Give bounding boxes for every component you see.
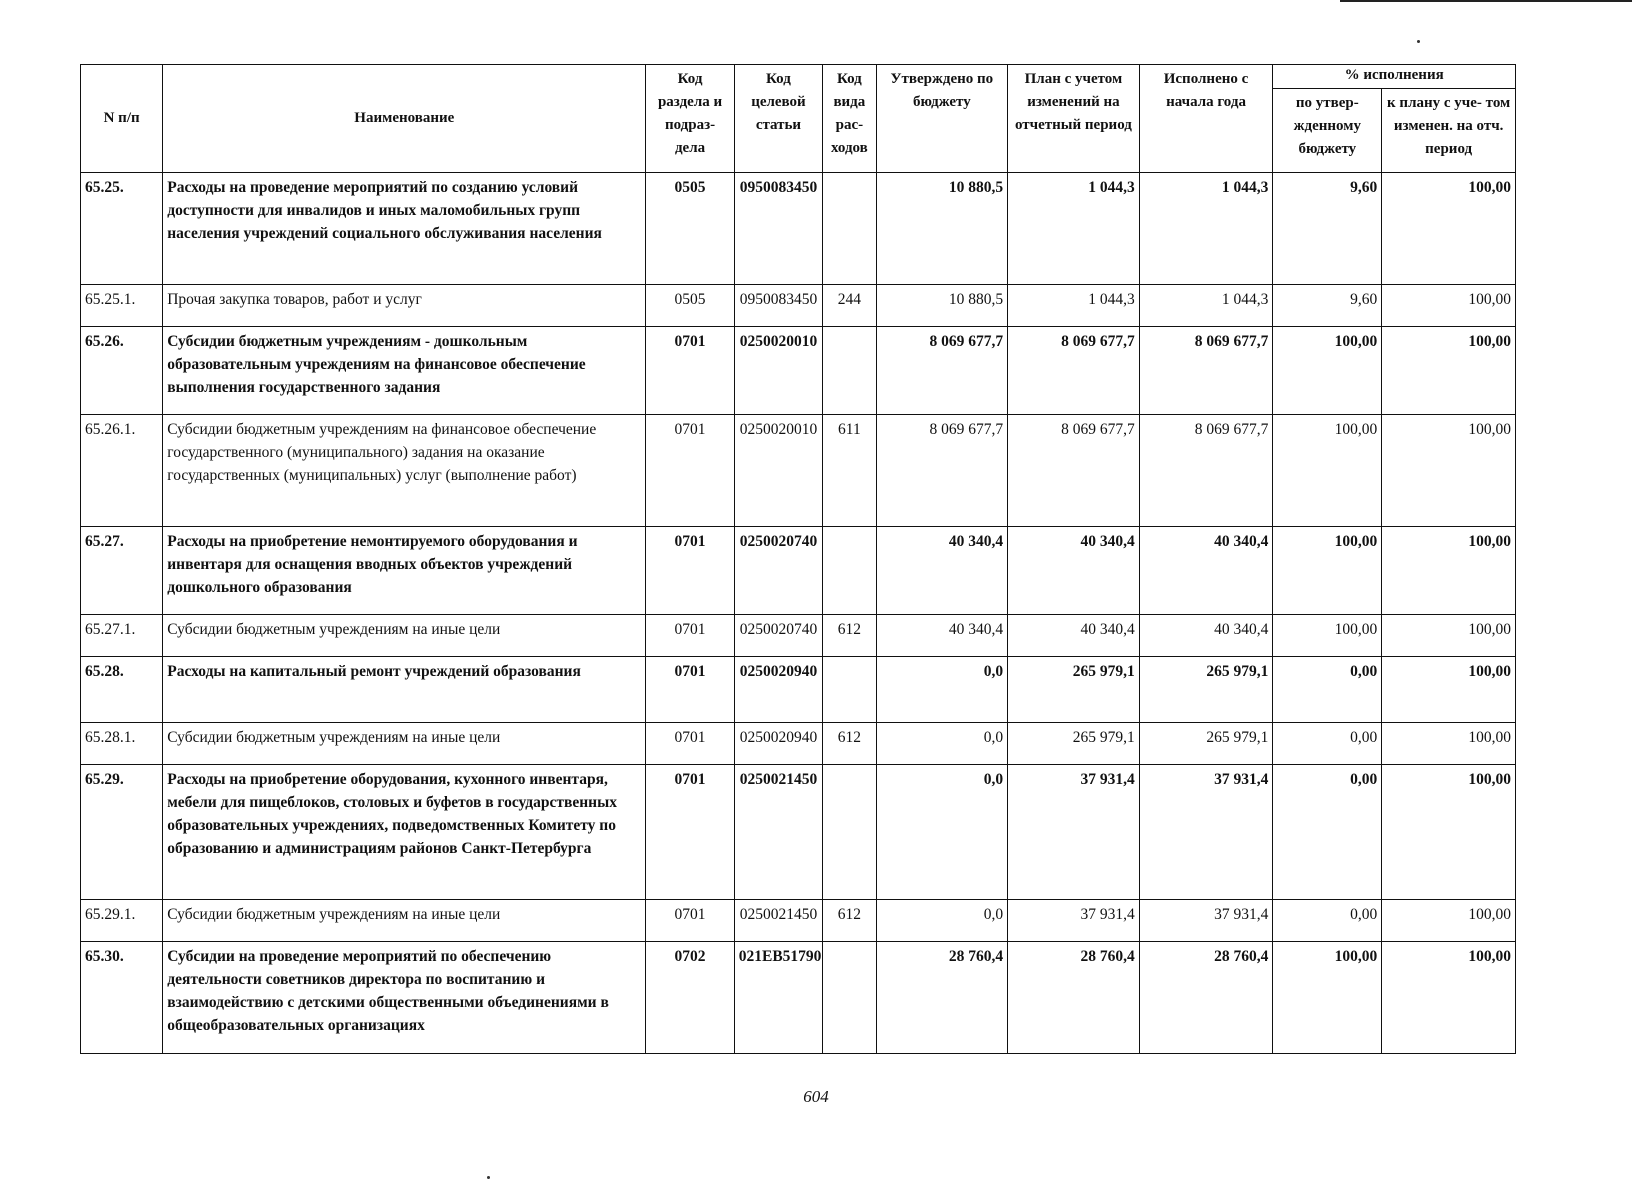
row-approved: 28 760,4 — [876, 942, 1008, 1054]
scan-speck — [487, 1176, 490, 1179]
row-name: Расходы на приобретение немонтируемого оборудования и инвентаря для оснащения вводных объектов учреждений дошкольного образования — [163, 527, 646, 615]
row-name: Субсидии бюджетным учреждениям на иные цели — [163, 723, 646, 765]
row-executed: 1 044,3 — [1139, 173, 1273, 285]
row-pct-plan: 100,00 — [1382, 415, 1516, 527]
table-row — [81, 657, 1516, 723]
header-plan: План с учетом изменений на отчетный период — [1008, 65, 1140, 173]
row-name: Субсидии на проведение мероприятий по обеспечению деятельности советников директора по воспитанию и взаимодействию с детскими общественными объединениями в общеобразовательных организациях — [163, 942, 646, 1054]
row-pct-budget: 0,00 — [1273, 900, 1382, 942]
row-name: Прочая закупка товаров, работ и услуг — [163, 285, 646, 327]
table-row — [81, 527, 1516, 615]
table-row — [81, 900, 1516, 942]
row-executed: 28 760,4 — [1139, 942, 1273, 1054]
table-row — [81, 723, 1516, 765]
row-section-code: 0701 — [646, 657, 734, 723]
row-plan: 37 931,4 — [1008, 900, 1140, 942]
row-number: 65.26.1. — [81, 415, 163, 527]
row-number: 65.27. — [81, 527, 163, 615]
header-num: N п/п — [81, 65, 163, 173]
row-pct-plan: 100,00 — [1382, 900, 1516, 942]
row-executed: 40 340,4 — [1139, 615, 1273, 657]
row-target-code: 0250021450 — [734, 900, 822, 942]
row-section-code: 0702 — [646, 942, 734, 1054]
row-plan: 40 340,4 — [1008, 527, 1140, 615]
row-approved: 40 340,4 — [876, 615, 1008, 657]
row-plan: 265 979,1 — [1008, 657, 1140, 723]
table-row — [81, 765, 1516, 900]
row-pct-budget: 100,00 — [1273, 415, 1382, 527]
scan-speck — [1417, 40, 1420, 43]
row-executed: 265 979,1 — [1139, 657, 1273, 723]
row-executed: 40 340,4 — [1139, 527, 1273, 615]
row-pct-plan: 100,00 — [1382, 527, 1516, 615]
row-name: Расходы на приобретение оборудования, кухонного инвентаря, мебели для пищеблоков, столовых и буфетов в государственных образовательных учреждениях, подведомственных Комитету по образованию и администрациям районов Санкт-Петербурга — [163, 765, 646, 900]
row-pct-plan: 100,00 — [1382, 765, 1516, 900]
row-number: 65.28.1. — [81, 723, 163, 765]
row-expense-code: 611 — [823, 415, 876, 527]
row-number: 65.27.1. — [81, 615, 163, 657]
row-executed: 265 979,1 — [1139, 723, 1273, 765]
row-approved: 0,0 — [876, 657, 1008, 723]
row-approved: 0,0 — [876, 723, 1008, 765]
row-pct-budget: 9,60 — [1273, 173, 1382, 285]
row-target-code: 0250020010 — [734, 327, 822, 415]
header-expense-code: Код вида рас- ходов — [823, 65, 876, 173]
row-approved: 10 880,5 — [876, 285, 1008, 327]
row-target-code: 0950083450 — [734, 285, 822, 327]
row-pct-plan: 100,00 — [1382, 657, 1516, 723]
row-pct-budget: 100,00 — [1273, 527, 1382, 615]
row-plan: 1 044,3 — [1008, 285, 1140, 327]
row-plan: 8 069 677,7 — [1008, 327, 1140, 415]
table-row — [81, 173, 1516, 285]
row-plan: 8 069 677,7 — [1008, 415, 1140, 527]
row-pct-plan: 100,00 — [1382, 327, 1516, 415]
row-name: Субсидии бюджетным учреждениям на иные цели — [163, 900, 646, 942]
row-section-code: 0505 — [646, 285, 734, 327]
row-target-code: 0250020940 — [734, 657, 822, 723]
table-row — [81, 942, 1516, 1054]
row-pct-budget: 0,00 — [1273, 723, 1382, 765]
row-pct-budget: 0,00 — [1273, 657, 1382, 723]
row-plan: 265 979,1 — [1008, 723, 1140, 765]
row-number: 65.29.1. — [81, 900, 163, 942]
row-number: 65.25. — [81, 173, 163, 285]
row-number: 65.29. — [81, 765, 163, 900]
header-pct-group: % исполнения — [1273, 65, 1516, 89]
row-executed: 37 931,4 — [1139, 765, 1273, 900]
row-number: 65.28. — [81, 657, 163, 723]
row-target-code: 0950083450 — [734, 173, 822, 285]
row-expense-code — [823, 765, 876, 900]
row-section-code: 0701 — [646, 900, 734, 942]
row-approved: 0,0 — [876, 900, 1008, 942]
budget-execution-table — [80, 64, 1516, 1054]
row-pct-budget: 0,00 — [1273, 765, 1382, 900]
row-expense-code — [823, 173, 876, 285]
row-target-code: 0250020740 — [734, 615, 822, 657]
header-pct-budget: по утвер- жденному бюджету — [1273, 89, 1382, 173]
row-target-code: 0250021450 — [734, 765, 822, 900]
row-approved: 10 880,5 — [876, 173, 1008, 285]
row-target-code: 0250020940 — [734, 723, 822, 765]
row-name: Субсидии бюджетным учреждениям на иные цели — [163, 615, 646, 657]
row-expense-code — [823, 657, 876, 723]
row-executed: 1 044,3 — [1139, 285, 1273, 327]
row-section-code: 0701 — [646, 327, 734, 415]
header-approved: Утверждено по бюджету — [876, 65, 1008, 173]
row-section-code: 0701 — [646, 415, 734, 527]
row-plan: 37 931,4 — [1008, 765, 1140, 900]
row-pct-budget: 100,00 — [1273, 615, 1382, 657]
row-expense-code: 612 — [823, 900, 876, 942]
row-section-code: 0505 — [646, 173, 734, 285]
row-expense-code — [823, 527, 876, 615]
row-section-code: 0701 — [646, 527, 734, 615]
row-plan: 1 044,3 — [1008, 173, 1140, 285]
row-number: 65.30. — [81, 942, 163, 1054]
row-section-code: 0701 — [646, 765, 734, 900]
row-approved: 0,0 — [876, 765, 1008, 900]
row-name: Субсидии бюджетным учреждениям - дошкольным образовательным учреждениям на финансовое обеспечение выполнения государственного задания — [163, 327, 646, 415]
row-number: 65.26. — [81, 327, 163, 415]
row-name: Расходы на проведение мероприятий по созданию условий доступности для инвалидов и иных маломобильных групп населения учреждений социального обслуживания населения — [163, 173, 646, 285]
row-approved: 8 069 677,7 — [876, 415, 1008, 527]
row-section-code: 0701 — [646, 615, 734, 657]
row-target-code: 021EB51790 — [734, 942, 822, 1054]
row-expense-code: 612 — [823, 615, 876, 657]
header-pct-plan: к плану с уче- том изменен. на отч. период — [1382, 89, 1516, 173]
header-section-code: Код раздела и подраз- дела — [646, 65, 734, 173]
row-executed: 37 931,4 — [1139, 900, 1273, 942]
table-row — [81, 285, 1516, 327]
row-pct-plan: 100,00 — [1382, 615, 1516, 657]
row-pct-budget: 9,60 — [1273, 285, 1382, 327]
header-executed: Исполнено с начала года — [1139, 65, 1273, 173]
row-plan: 40 340,4 — [1008, 615, 1140, 657]
table-row — [81, 615, 1516, 657]
row-plan: 28 760,4 — [1008, 942, 1140, 1054]
row-name: Субсидии бюджетным учреждениям на финансовое обеспечение государственного (муниципального) задания на оказание государственных (муниципальных) услуг (выполнение работ) — [163, 415, 646, 527]
row-section-code: 0701 — [646, 723, 734, 765]
table-row — [81, 415, 1516, 527]
row-expense-code — [823, 327, 876, 415]
row-pct-budget: 100,00 — [1273, 327, 1382, 415]
row-pct-budget: 100,00 — [1273, 942, 1382, 1054]
row-executed: 8 069 677,7 — [1139, 327, 1273, 415]
row-target-code: 0250020740 — [734, 527, 822, 615]
table-row — [81, 327, 1516, 415]
row-number: 65.25.1. — [81, 285, 163, 327]
row-approved: 40 340,4 — [876, 527, 1008, 615]
row-approved: 8 069 677,7 — [876, 327, 1008, 415]
page-number: 604 — [803, 1087, 829, 1106]
row-target-code: 0250020010 — [734, 415, 822, 527]
header-target-code: Код целевой статьи — [734, 65, 822, 173]
row-expense-code — [823, 942, 876, 1054]
row-pct-plan: 100,00 — [1382, 173, 1516, 285]
row-pct-plan: 100,00 — [1382, 942, 1516, 1054]
row-pct-plan: 100,00 — [1382, 723, 1516, 765]
table-body — [81, 173, 1516, 1054]
row-pct-plan: 100,00 — [1382, 285, 1516, 327]
row-executed: 8 069 677,7 — [1139, 415, 1273, 527]
scan-border-line — [1340, 0, 1632, 2]
row-expense-code: 612 — [823, 723, 876, 765]
row-name: Расходы на капитальный ремонт учреждений образования — [163, 657, 646, 723]
row-expense-code: 244 — [823, 285, 876, 327]
header-name: Наименование — [163, 65, 646, 173]
